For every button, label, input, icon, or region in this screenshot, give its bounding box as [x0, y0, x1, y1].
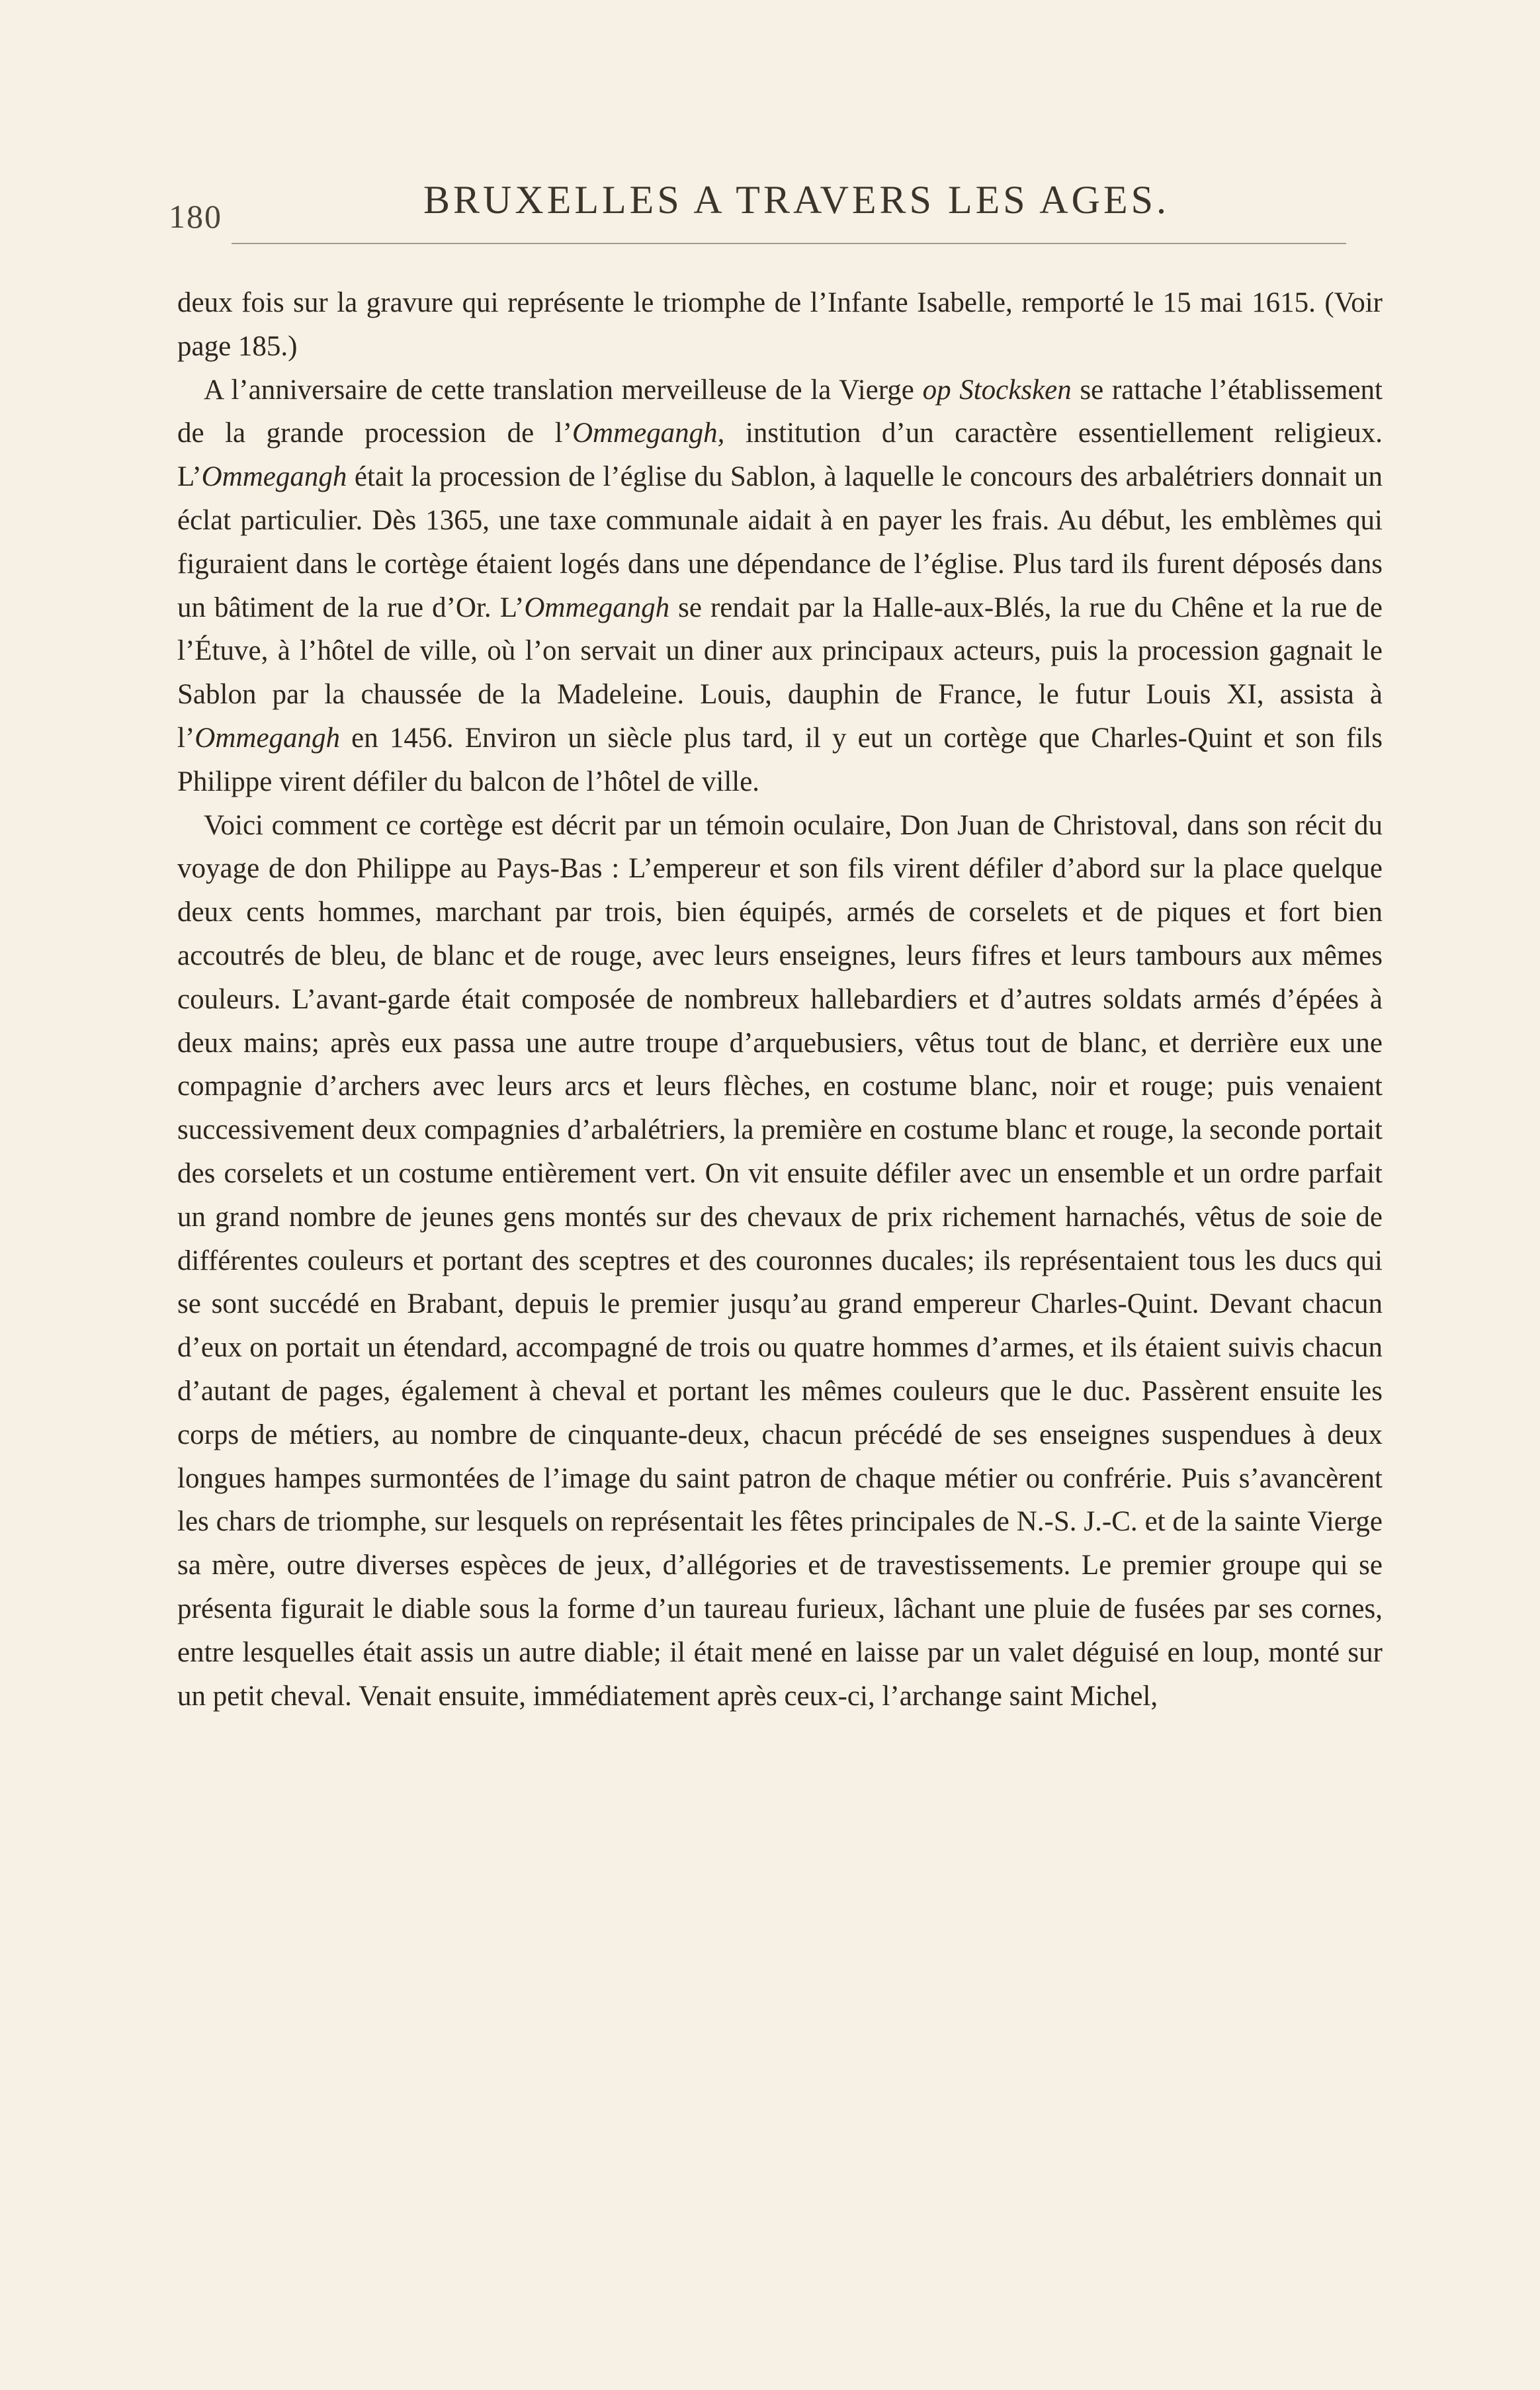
text-segment: A l’anniversaire de cette translation merveilleuse de la Vierge — [204, 374, 923, 406]
italic-term: Ommegangh — [524, 592, 670, 623]
italic-term: Ommegangh — [201, 461, 347, 493]
text-segment: en 1456. Environ un siècle plus tard, il y eut un cortège que Charles-Quint et son fils Philippe virent défiler du balcon de l’hôtel de ville. — [177, 722, 1383, 797]
italic-term: op Stocksken — [922, 374, 1072, 406]
text-segment: était la procession de l’église du Sablon, à laquelle le concours des arbalétriers donnait un éclat particulier. Dès 1365, une taxe communale aidait à en payer les frais. Au début, les emblèmes qui figuraient dans le cortège étaient logés dans une dépendance de l’église. Plus tard ils furent déposés dans un bâtiment de la rue d’Or. L’ — [177, 461, 1383, 623]
running-title: BRUXELLES A TRAVERS LES AGES. — [423, 178, 1170, 222]
italic-term: Ommegangh — [194, 722, 341, 754]
text-segment: Voici comment ce cortège est décrit par un témoin oculaire, Don Juan de Christoval, dans son récit du voyage de don Philippe au Pays-Bas : L’empereur et son fils virent défiler d’abord sur la place quelque deux cents hommes, marchant par trois, bien équipés, armés de corselets et de piques et fort bien accoutrés de bleu, de blanc et de rouge, avec leurs enseignes, leurs fifres et leurs tambours aux mêmes couleurs. L’avant-garde était composée de nombreux hallebardiers et d’autres soldats armés d’épées à deux mains; après eux passa une autre troupe d’arquebusiers, vêtus tout de blanc, et derrière eux une compagnie d’archers avec leurs arcs et leurs flèches, en costume blanc, noir et rouge; puis venaient successivement deux compagnies d’arbalétriers, la première en costume blanc et rouge, la seconde portait des corselets et un costume entièrement vert. On vit ensuite défiler avec un ensemble et un ordre parfait un grand nombre de jeunes gens montés sur des chevaux de prix richement harnachés, vêtus de soie de différentes couleurs et portant des sceptres et des couronnes ducales; ils représentaient tous les ducs qui se sont succédé en Brabant, depuis le premier jusqu’au grand empereur Charles-Quint. Devant chacun d’eux on portait un étendard, accompagné de trois ou quatre hommes d’armes, et ils étaient suivis chacun d’autant de pages, également à cheval et portant les mêmes couleurs que le duc. Passèrent ensuite les corps de métiers, au nombre de cinquante-deux, chacun précédé de ses enseignes suspendues à deux longues hampes surmontées de l’image du saint patron de chaque métier ou confrérie. Puis s’avancèrent les chars de triomphe, sur lesquels on représentait les fêtes principales de N.-S. J.-C. et de la sainte Vierge sa mère, outre diverses espèces de jeux, d’allégories et de travestissements. Le premier groupe qui se présenta figurait le diable sous la forme d’un taureau furieux, lâchant une pluie de fusées par ses cornes, entre lesquelles était assis un autre diable; il était mené en laisse par un valet déguisé en loup, monté sur un petit cheval. Venait ensuite, immédiatement après ceux-ci, l’archange saint Michel, — [177, 809, 1383, 1712]
paragraph-ommegangh — [177, 369, 1383, 804]
body-text — [177, 281, 1383, 1718]
text-segment: institution d’un caractère essentiellement religieux. L’ — [177, 418, 1383, 493]
paragraph-cortege-description — [177, 804, 1383, 1718]
text-segment: deux fois sur la gravure qui représente le triomphe de l’Infante Isabelle, remporté le 15 mai 1615. (Voir page 185.) — [177, 287, 1383, 362]
page-number: 180 — [169, 198, 222, 235]
header-rule — [232, 243, 1346, 244]
text-segment: se rattache l’établissement de la grande procession de l’ — [177, 374, 1383, 449]
italic-term: Ommegangh, — [572, 418, 725, 449]
text-segment: se rendait par la Halle-aux-Blés, la rue du Chêne et la rue de l’Étuve, à l’hôtel de ville, où l’on servait un diner aux principaux acteurs, puis la procession gagnait le Sablon par la chaussée de la Madeleine. Louis, dauphin de France, le futur Louis XI, assista à l’ — [177, 592, 1383, 754]
paragraph-continuation — [177, 281, 1383, 369]
